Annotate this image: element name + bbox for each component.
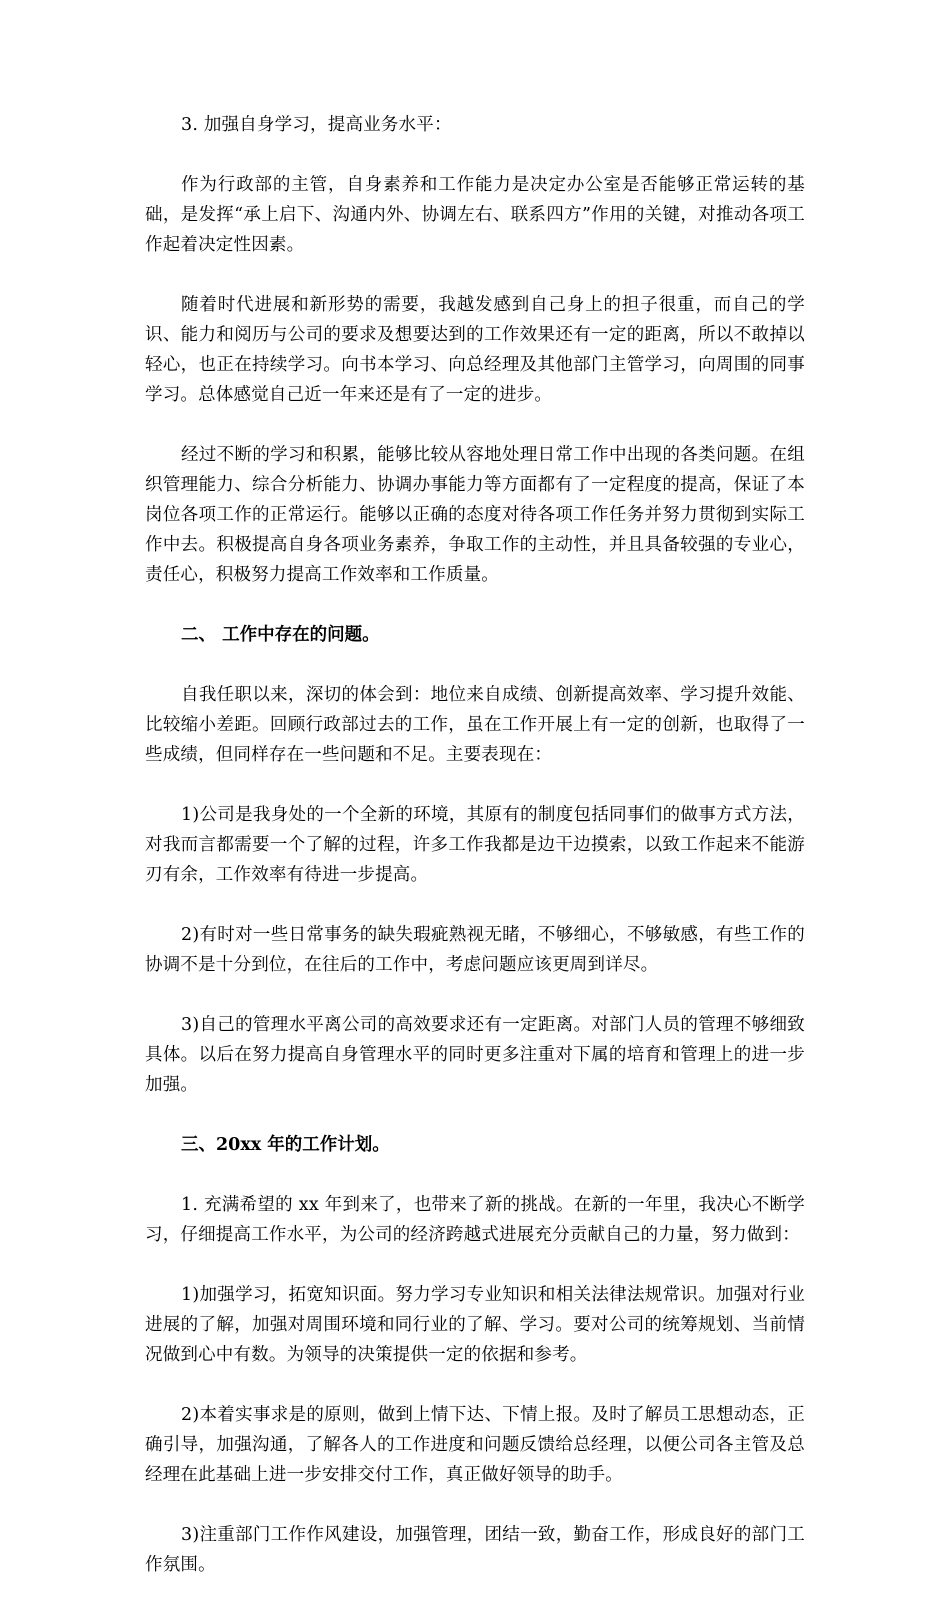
paragraph-problem-1: 1)公司是我身处的一个全新的环境，其原有的制度包括同事们的做事方式方法，对我而言都需要一个了解的过程，许多工作我都是边干边摸索，以致工作起来不能游刃有余，工作效率有待进一步提高。: [145, 805, 805, 885]
document-body: [145, 110, 805, 1610]
paragraph-plan-2: 2)本着实事求是的原则，做到上情下达、下情上报。及时了解员工思想动态，正确引导，加强沟通，了解各人的工作进度和问题反馈给总经理，以便公司各主管及总经理在此基础上进一步安排交付工作，真正做好领导的助手。: [145, 1405, 805, 1485]
paragraph-problem-2: 2)有时对一些日常事务的缺失瑕疵熟视无睹，不够细心，不够敏感，有些工作的协调不是十分到位，在往后的工作中，考虑问题应该更周到详尽。: [145, 925, 805, 975]
paragraph-times-progress: 随着时代进展和新形势的需要，我越发感到自己身上的担子很重，而自己的学识、能力和阅历与公司的要求及想要达到的工作效果还有一定的距离，所以不敢掉以轻心，也正在持续学习。向书本学习、向总经理及其他部门主管学习，向周围的同事学习。总体感觉自己近一年来还是有了一定的进步。: [145, 295, 805, 405]
paragraph-plan-3: 3)注重部门工作作风建设，加强管理，团结一致，勤奋工作，形成良好的部门工作氛围。: [145, 1525, 805, 1575]
paragraph-plan-intro: 1. 充满希望的 xx 年到来了，也带来了新的挑战。在新的一年里，我决心不断学习，仔细提高工作水平，为公司的经济跨越式进展充分贡献自己的力量，努力做到：: [145, 1195, 805, 1245]
paragraph-continuous-learning: 经过不断的学习和积累，能够比较从容地处理日常工作中出现的各类问题。在组织管理能力、综合分析能力、协调办事能力等方面都有了一定程度的提高，保证了本岗位各项工作的正常运行。能够以正确的态度对待各项工作任务并努力贯彻到实际工作中去。积极提高自身各项业务素养，争取工作的主动性，并且具备较强的专业心，责任心，积极努力提高工作效率和工作质量。: [145, 445, 805, 585]
section-heading-work-plan: 三、20xx 年的工作计划。: [181, 1135, 390, 1155]
paragraph-since-appointment: 自我任职以来，深切的体会到：地位来自成绩、创新提高效率、学习提升效能、比较缩小差距。回顾行政部过去的工作，虽在工作开展上有一定的创新，也取得了一些成绩，但同样存在一些问题和不足。主要表现在：: [145, 685, 805, 765]
paragraph-3-strengthen-learning: 3. 加强自身学习，提高业务水平：: [181, 115, 452, 135]
paragraph-plan-1: 1)加强学习，拓宽知识面。努力学习专业知识和相关法律法规常识。加强对行业进展的了解，加强对周围环境和同行业的了解、学习。要对公司的统筹规划、当前情况做到心中有数。为领导的决策提供一定的依据和参考。: [145, 1285, 805, 1365]
paragraph-supervisor-role: 作为行政部的主管，自身素养和工作能力是决定办公室是否能够正常运转的基础，是发挥“承上启下、沟通内外、协调左右、联系四方”作用的关键，对推动各项工作起着决定性因素。: [145, 175, 805, 255]
section-heading-problems: 二、 工作中存在的问题。: [181, 625, 380, 645]
paragraph-problem-3: 3)自己的管理水平离公司的高效要求还有一定距离。对部门人员的管理不够细致具体。以后在努力提高自身管理水平的同时更多注重对下属的培育和管理上的进一步加强。: [145, 1015, 805, 1095]
